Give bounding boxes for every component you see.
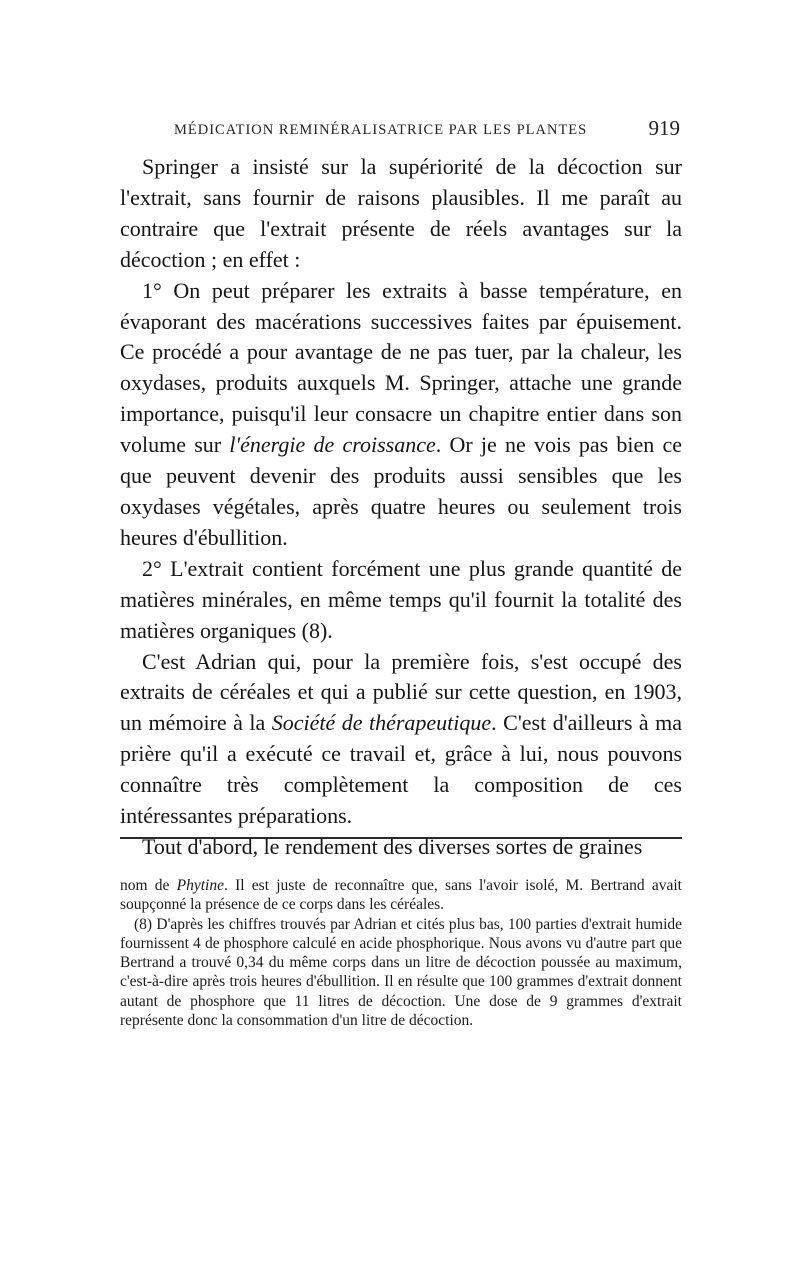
footnote-rule (120, 837, 682, 839)
running-head (120, 112, 680, 148)
paragraph-4-italic: Société de thérapeutique (271, 710, 492, 736)
footnote-continued-text-b: . Il est juste de reconnaître que, sans l'avoir isolé, M. Bertrand avait soupçonné la présence de ce corps dans les céréales. (120, 877, 682, 914)
paragraph-3-text: 2° L'extrait contient forcément une plus grande quantité de matières minérales, en même temps qu'il fournit la totalité des matières organiques (8). (120, 555, 682, 643)
footnote-8-text: (8) D'après les chiffres trouvés par Adrian et cités plus bas, 100 parties d'extrait humide fournissent 4 de phosphore calculé en acide phosphorique. Nous avons vu d'autre part que Bertrand a trouvé 0,34 du même corps dans un litre de décoction poussée au maximum, c'est-à-dire après trois heures d'ébullition. Il en résulte que 100 grammes d'extrait donnent autant de phosphore que 11 litres de décoction. Une dose de 9 grammes d'extrait représente donc la consommation d'un litre de décoction. (120, 915, 682, 1030)
footnote-8 (120, 915, 682, 1031)
paragraph-1 (120, 152, 682, 276)
paragraph-1-text: Springer a insisté sur la supériorité de la décoction sur l'extrait, sans fournir de raisons plausibles. Il me paraît au contraire que l'extrait présente de réels avantages sur la décoction ; en effet : (120, 154, 682, 272)
paragraph-5-text: Tout d'abord, le rendement des diverses sortes de graines (142, 833, 643, 859)
page-number: 919 (648, 116, 680, 140)
body-text (120, 152, 682, 863)
paragraph-3 (120, 554, 682, 647)
footnote-continued-text-a: nom de (120, 877, 177, 894)
footnote-continued-italic: Phytine (176, 877, 224, 894)
footnote-continued (120, 876, 682, 915)
footnotes (120, 876, 682, 1030)
paragraph-2-text-b: . Or je ne vois pas bien ce que peuvent devenir des produits aussi sensibles que les oxydases végétales, après quatre heures ou seulement trois heures d'ébullition. (120, 432, 682, 550)
paragraph-4-text-b: . C'est d'ailleurs à ma prière qu'il a exécuté ce travail et, grâce à lui, nous pouvons connaître très complètement la composition de ces intéressantes préparations. (120, 710, 683, 829)
paragraph-4-text-a: C'est Adrian qui, pour la première fois, s'est occupé des extraits de céréales et qui a publié sur cette question, en 1903, un mémoire à la (120, 648, 682, 736)
paragraph-4 (120, 647, 682, 832)
paragraph-2-italic: l'énergie de croissance (229, 432, 436, 458)
running-title: MÉDICATION REMINÉRALISATRICE PAR LES PLANTES (174, 122, 588, 138)
paragraph-2 (120, 276, 682, 554)
paragraph-2-text-a: 1° On peut préparer les extraits à basse température, en évaporant des macérations successives faites par épuisement. Ce procédé a pour avantage de ne pas tuer, par la chaleur, les oxydases, produits auxquels M. Springer, attache une grande importance, puisqu'il leur consacre un chapitre entier dans son volume sur (120, 277, 682, 458)
